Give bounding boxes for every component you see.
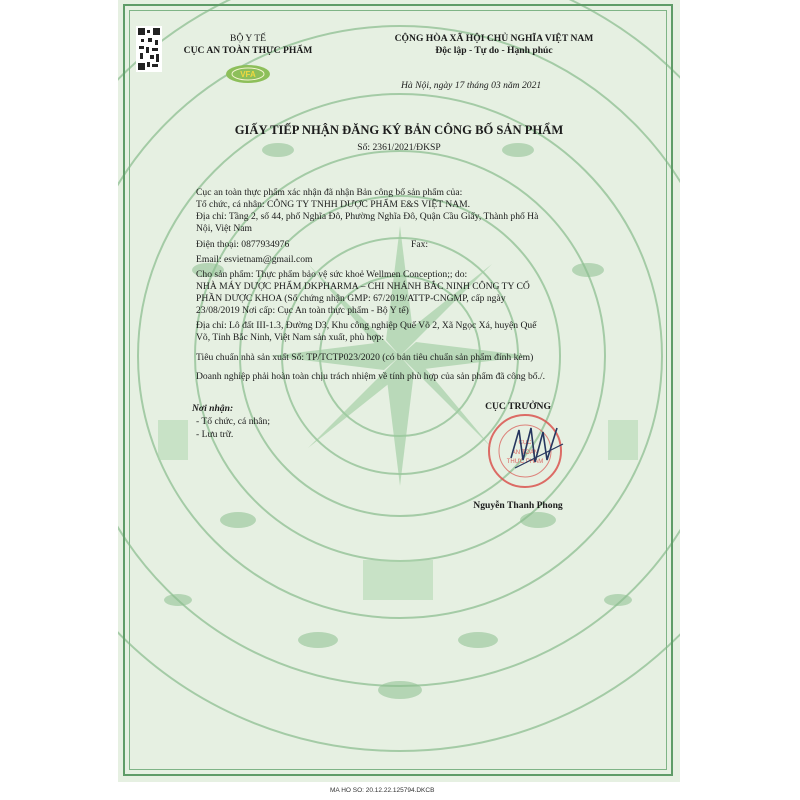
responsibility-line: Doanh nghiệp phải hoàn toàn chịu trách nhiệm về tính phù hợp của sản phẩm đã công bố./. [196, 371, 546, 382]
phone-line: Điện thoại: 0877934976 [196, 239, 290, 250]
department-name: CỤC AN TOÀN THỰC PHẨM [183, 45, 313, 56]
fax-line: Fax: [411, 239, 429, 250]
signer-name: Nguyễn Thanh Phong [473, 500, 563, 511]
national-motto: Độc lập - Tự do - Hạnh phúc [435, 45, 553, 56]
country-name: CỘNG HÒA XÃ HỘI CHỦ NGHĨA VIỆT NAM [394, 33, 594, 44]
recipients-heading: Nơi nhận: [192, 403, 234, 414]
signer-title: CỤC TRƯỞNG [485, 401, 551, 412]
certificate-page [118, 0, 680, 782]
dossier-code: MA HO SO: 20.12.22.125794.DKCB [330, 787, 435, 794]
svg-text:THỰC PHẨM: THỰC PHẨM [506, 459, 544, 465]
document-title: GIẤY TIẾP NHẬN ĐĂNG KÝ BẢN CÔNG BỐ SẢN PHẨM [234, 123, 564, 137]
document-number: Số: 2361/2021/ĐKSP [357, 142, 441, 153]
manufacturer-line-3: 23/08/2019 Nơi cấp: Cục An toàn thực phẩm - Bộ Y tế) [196, 305, 409, 316]
issue-date: Hà Nội, ngày 17 tháng 03 năm 2021 [401, 80, 542, 91]
manufacturer-address-2: Võ, Tỉnh Bắc Ninh, Việt Nam sản xuất, phù hợp: [196, 332, 385, 343]
svg-text:AN TOÀN: AN TOÀN [511, 450, 539, 456]
organization-line: Tổ chức, cá nhân: CÔNG TY TNHH DƯỢC PHẨM E&S VIỆT NAM. [196, 199, 471, 210]
svg-text:VFA: VFA [240, 70, 256, 79]
recipient-item: - Lưu trữ. [196, 429, 234, 440]
ministry-name: BỘ Y TẾ [230, 33, 266, 44]
product-line: Cho sản phẩm: Thực phẩm bảo vệ sức khoẻ Wellmen Conception;; do: [196, 269, 468, 280]
official-stamp-icon [485, 410, 571, 492]
standard-line: Tiêu chuẩn nhà sản xuất Số: TP/TCTP023/2020 (có bản tiêu chuẩn sản phẩm đính kèm) [196, 352, 534, 363]
address-line-2: Nội, Việt Nam [196, 223, 253, 234]
email-line: Email: esvietnam@gmail.com [196, 254, 313, 265]
svg-text:CỤC: CỤC [518, 440, 532, 446]
vfa-logo-icon [224, 63, 272, 85]
intro-text: Cục an toàn thực phẩm xác nhận đã nhận Bản công bố sản phẩm của: [196, 187, 463, 198]
recipient-item: - Tổ chức, cá nhân; [196, 416, 271, 427]
address-line-1: Địa chỉ: Tầng 2, số 44, phố Nghĩa Đô, Phường Nghĩa Đô, Quận Cầu Giấy, Thành phố Hà [196, 211, 539, 222]
qr-code-icon [136, 26, 162, 72]
manufacturer-address-1: Địa chỉ: Lô đất III-1.3, Đường D3, Khu công nghiệp Quế Võ 2, Xã Ngọc Xá, huyện Quế [196, 320, 537, 331]
manufacturer-line-1: NHÀ MÁY DƯỢC PHẨM DKPHARMA – CHI NHÁNH BẮC NINH CÔNG TY CỔ [196, 281, 530, 292]
manufacturer-line-2: PHẦN DƯỢC KHOA (Số chứng nhận GMP: 67/2019/ATTP-CNGMP, cấp ngày [196, 293, 506, 304]
